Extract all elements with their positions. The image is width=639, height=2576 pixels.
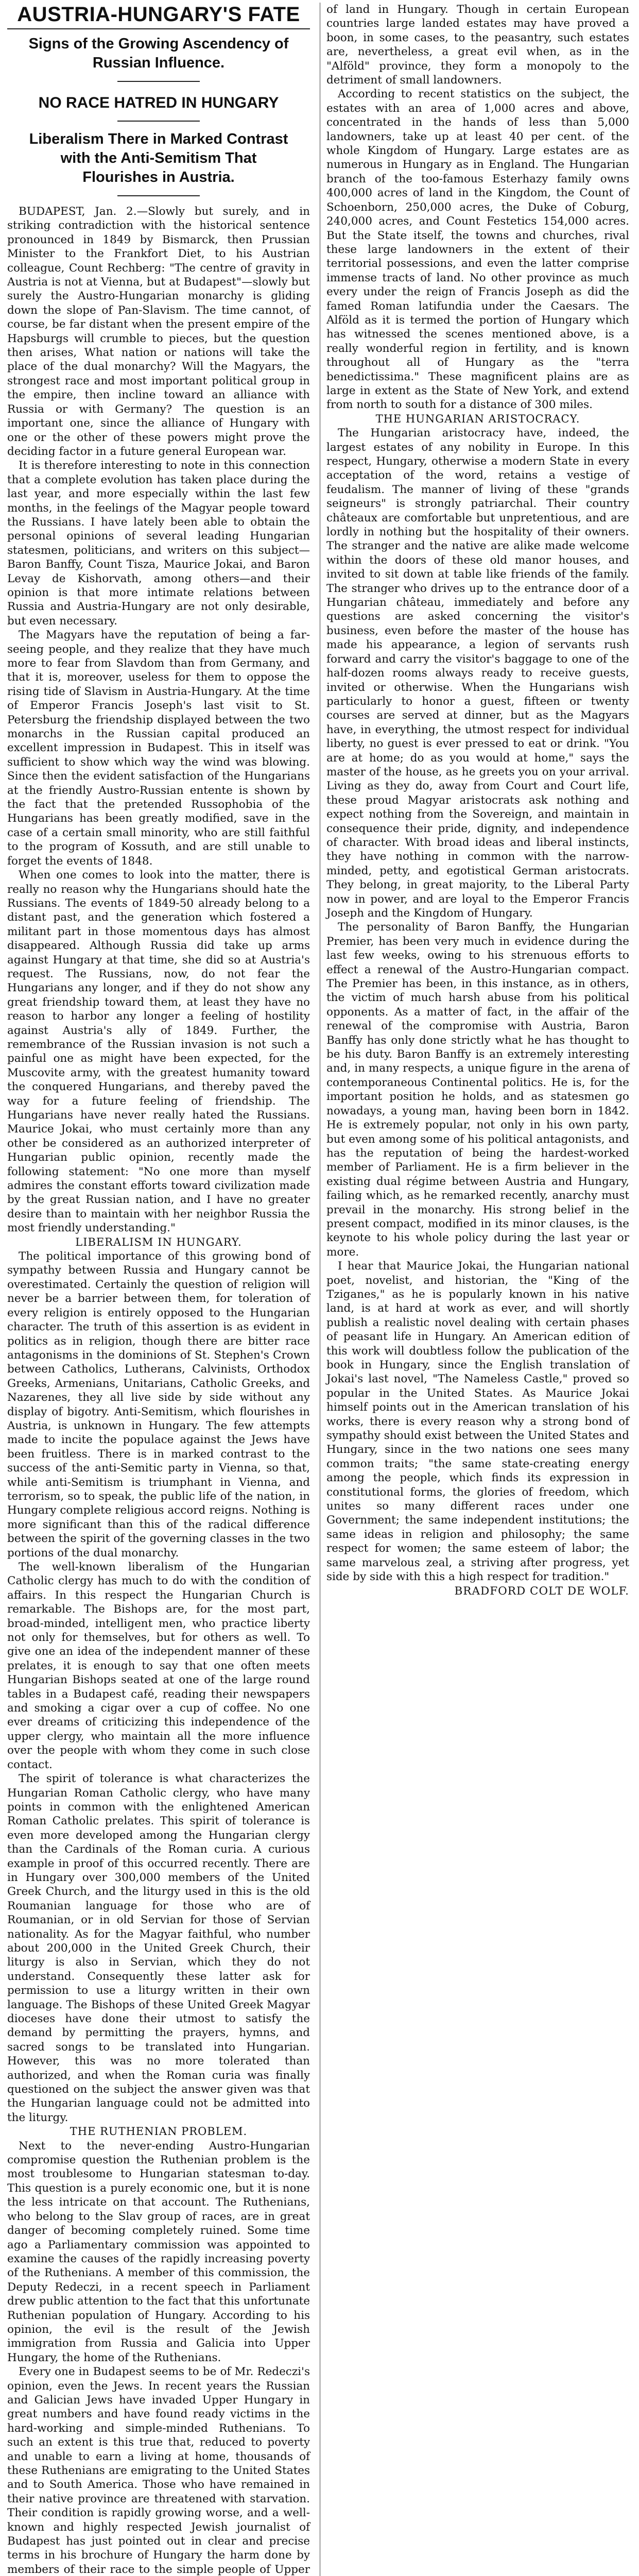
article-headline: AUSTRIA-HUNGARY'S FATE [7, 3, 310, 29]
article-paragraph: The spirit of tolerance is what characterizes the Hungarian Roman Catholic clergy, who have many points in common with the enlightened American Roman Catholic prelates. This spirit of tolerance is even more developed among the Hungarian clergy than the Cardinals of the Roman curia. A curious example in proof of this occurred recently. There are in Hungary over 300,000 members of the United Greek Church, and the liturgy used in this is the old Roumanian language for those who are of Roumanian, or in old Servian for those of Servian nationality. As for the Magyar faithful, who number about 200,000 in the United Greek Church, their liturgy is also in Servian, which they do not understand. Consequently these latter ask for permission to use a liturgy written in their own language. The Bishops of these United Greek Magyar dioceses have done their utmost to satisfy the demand by permitting the prayers, hymns, and sacred songs to be translated into Hungarian. However, this was no more tolerated than authorized, and when the Roman curia was finally questioned on the subject the answer given was that the Hungarian language could not be admitted into the liturgy. [7, 1772, 310, 2124]
deck-divider-2 [117, 121, 200, 122]
article-paragraph: The political importance of this growing bond of sympathy between Russia and Hungary cannot be overestimated. Certainly the question of religion will never be a barrier between them, for toleration of every religion is entirely opposed to the Hungarian character. The truth of this assertion is as evident in politics as in religion, though there are bitter race antagonisms in the dominions of St. Stephen's Crown between Catholics, Lutherans, Calvinists, Orthodox Greeks, Armenians, Unitarians, Catholic Greeks, and Nazarenes, they all live side by side without any display of bigotry. Anti-Semitism, which flourishes in Austria, is unknown in Hungary. The few attempts made to incite the populace against the Jews have been fruitless. There is in marked contrast to the success of the anti-Semitic party in Vienna, so that, while anti-Semitism is triumphant in Vienna, and terrorism, so to speak, the public life of the nation, in Hungary complete religious accord reigns. Nothing is more significant than this of the radical difference between the spirit of the governing classes in the two portions of the dual monarchy. [7, 1250, 310, 1560]
deck-divider-1 [117, 81, 200, 82]
article-paragraph: The Magyars have the reputation of being a far-seeing people, and they realize that they have much more to fear from Slavdom than from Germany, and that it is, moreover, useless for them to oppose the rising tide of Slavism in Austria-Hungary. At the time of Emperor Francis Joseph's last visit to St. Petersburg the friendship displayed between the two monarchs in the Russian capital produced an excellent impression in Budapest. This in itself was sufficient to show which way the wind was blowing. Since then the evident satisfaction of the Hungarians at the friendly Austro-Russian entente is shown by the fact that the pretended Russophobia of the Hungarians has been greatly modified, save in the case of a certain small minority, who are still faithful to the program of Kossuth, and are still unable to forget the events of 1848. [7, 629, 310, 868]
right-column [326, 3, 629, 1598]
section-heading-liberalism: LIBERALISM IN HUNGARY. [75, 1235, 242, 1248]
article-paragraph: I hear that Maurice Jokai, the Hungarian national poet, novelist, and historian, the "King of the Tziganes," as he is popularly known in his native land, is at hard at work as ever, and will shortly publish a realistic novel dealing with certain phases of peasant life in Hungary. An American edition of this work will doubtless follow the publication of the book in Hungary, since the English translation of Jokai's last novel, "The Nameless Castle," proved so popular in the United States. As Maurice Jokai himself points out in the American translation of his works, there is every reason why a strong bond of sympathy should exist between the United States and Hungary, since in the two nations one sees many common traits; "the same state-creating energy among the people, which finds its expression in constitutional forms, the glories of freedom, which unites so many different races under one Government; the same independent institutions; the same ideas in religion and philosophy; the same respect for women; the same esteem of labor; the same marvelous zeal, a striving after progress, yet side by side with this a high respect for tradition." [326, 1260, 629, 1584]
dateline: BUDAPEST, Jan. 2. [19, 205, 137, 218]
left-column [7, 3, 310, 2576]
article-paragraph: The Hungarian aristocracy have, indeed, the largest estates of any nobility in Europe. In this respect, Hungary, otherwise a modern State in every acceptation of the word, retains a vestige of feudalism. The manner of living of these "grands seigneurs" is strongly patriarchal. Their country châteaux are comfortable but unpretentious, and are lordly in nothing but the hospitality of their owners. The stranger and the native are alike made welcome within the doors of these old manor houses, and invited to sit down at table like friends of the family. The stranger who drives up to the entrance door of a Hungarian château, immediately and before any questions are asked concerning the visitor's business, even before the master of the house has made his appearance, a legion of servants rush forward and carry the visitor's baggage to one of the half-dozen rooms always ready to receive guests, invited or otherwise. When the Hungarians wish particularly to honor a guest, fifteen or twenty courses are served at dinner, but as the Magyars have, in everything, the utmost respect for individual liberty, no guest is ever pressed to eat or drink. "You are at home; do as you would at home," says the master of the house, as he greets you on your arrival. Living as they do, away from Court and Court life, these proud Magyar aristocrats ask nothing and expect nothing from the Sovereign, and maintain in consequence their pride, dignity, and independence of character. With broad ideas and liberal instincts, they have nothing in common with the narrow-minded, petty, and egotistical German aristocrats. They belong, in great majority, to the Liberal Party now in power, and are loyal to the Emperor Francis Joseph and the Kingdom of Hungary. [326, 427, 629, 920]
article-paragraph: According to recent statistics on the subject, the estates with an area of 1,000 acres and above, concentrated in the hands of less than 5,000 landowners, take up at least 40 per cent. of the whole Kingdom of Hungary. Large estates are as numerous in Hungary as in England. The Hungarian branch of the too-famous Esterhazy family owns 400,000 acres of land in the Kingdom, the Count of Schoenborn, 250,000 acres, the Duke of Coburg, 240,000 acres, and Count Festetics 154,000 acres. But the State itself, the towns and churches, rival these large landowners in the extent of their territorial possessions, and even the latter comprise immense tracts of land. No other province as much every under the reign of Francis Joseph as did the famed Roman latifundia under the Caesars. The Alföld as it is termed the portion of Hungary which has witnessed the scenes mentioned above, is a really wonderful region in fertility, and is known throughout all of Hungary as the "terra benedictissima." These magnificent plains are as large in extent as the State of New York, and extend from north to south for a distance of 300 miles. [326, 88, 629, 412]
article-paragraph: Every one in Budapest seems to be of Mr. Redeczi's opinion, even the Jews. In recent years the Russian and Galician Jews have invaded Upper Hungary in great numbers and have found ready victims in the hard-working and simple-minded Ruthenians. To such an extent is this true that, reduced to poverty and unable to earn a living at home, thousands of these Ruthenians are emigrating to the United States and to South America. Those who have remained in their native province are threatened with starvation. Their condition is rapidly growing worse, and a well-known and highly respected Jewish journalist of Budapest has just pointed out in clear and precise terms in his brochure of Hungary the harm done by members of their race to the simple people of Upper [7, 2365, 310, 2576]
section-heading-ruthenian: THE RUTHENIAN PROBLEM. [70, 2125, 248, 2138]
article-deck-2: NO RACE HATRED IN HUNGARY [38, 94, 279, 111]
article-deck-3: Liberalism There in Marked Contrast with the Anti-Semitism That Flourishes in Austria. [29, 131, 288, 185]
paragraph-text: —Slowly but surely, and in striking contradiction with the historical sentence pronounced in 1849 by Bismarck, then Prussian Minister to the Frankfort Diet, to his Austrian colleague, Count Rechberg: "The centre of gravity in Austria is not at Vienna, but at Budapest"—slowly but surely the Austro-Hungarian monarchy is gliding down the slope of Pan-Slavism. The time cannot, of course, be far distant when the present empire of the Hapsburgs will crumble to pieces, but the question then arises, What nation or nations will take the place of the dual monarchy? Will the Magyars, the strongest race and most important political group in the empire, then incline toward an alliance with Russia or with Germany? The question is an important one, since the alliance of Hungary with one or the other of these powers might prove the deciding factor in a future general European war. [7, 205, 310, 458]
author-signature: BRADFORD COLT DE WOLF. [454, 1584, 629, 1598]
section-heading-aristocracy: THE HUNGARIAN ARISTOCRACY. [375, 412, 580, 425]
article-paragraph: When one comes to look into the matter, there is really no reason why the Hungarians should hate the Russians. The events of 1849-50 already belong to a distant past, and the generation which fostered a militant part in those momentous days has almost disappeared. Although Russia did take up arms against Hungary at that time, she did so at Austria's request. The Russians, now, do not fear the Hungarians any longer, and if they do not show any great friendship toward them, at least they have no reason to harbor any longer a feeling of hostility against Austria's ally of 1849. Further, the remembrance of the Russian invasion is not such a painful one as might have been expected, for the Muscovite army, with the greatest humanity toward the conquered Hungarians, and thereby paved the way for a future feeling of friendship. The Hungarians have never really hated the Russians. Maurice Jokai, who must certainly more than any other be considered as an authorized interpreter of Hungarian public opinion, recently made the following statement: "No one more than myself admires the constant efforts toward civilization made by the great Russian nation, and I have no greater desire than to maintain with her neighbor Russia the most friendly understanding." [7, 869, 310, 1235]
article-paragraph [7, 205, 310, 459]
deck-divider-3 [117, 195, 200, 196]
article-paragraph: The personality of Baron Banffy, the Hungarian Premier, has been very much in evidence during the last few weeks, owing to his strenuous efforts to effect a renewal of the Austro-Hungarian compact. The Premier has been, in this instance, as in others, the victim of much harsh abuse from his political opponents. As a matter of fact, in the affair of the renewal of the compromise with Austria, Baron Banffy has only done strictly what he has thought to be his duty. Baron Banffy is an extremely interesting and, in many respects, a unique figure in the arena of contemporaneous Continental politics. He is, for the important position he holds, and as statesmen go nowadays, a young man, having been born in 1842. He is extremely popular, not only in his own party, but even among some of his political antagonists, and has the reputation of being the hardest-worked member of Parliament. He is a firm believer in the existing dual régime between Austria and Hungary, failing which, as he remarked recently, anarchy must prevail in the monarchy. His strong belief in the present compact, modified in its minor clauses, is the keynote to his whole policy during the last year or more. [326, 921, 629, 1259]
article-paragraph: Next to the never-ending Austro-Hungarian compromise question the Ruthenian problem is the most troublesome to Hungarian statesman to-day. This question is a purely economic one, but it is none the less intricate on that account. The Ruthenians, who belong to the Slav group of races, are in great danger of becoming completely ruined. Some time ago a Parliamentary commission was appointed to examine the causes of the rapidly increasing poverty of the Ruthenians. A member of this commission, the Deputy Redeczi, in a recent speech in Parliament drew public attention to the fact that this unfortunate Ruthenian population of Hungary. According to his opinion, the evil is the result of the Jewish immigration from Russia and Galicia into Upper Hungary, the home of the Ruthenians. [7, 2139, 310, 2364]
article-paragraph: of land in Hungary. Though in certain European countries large landed estates may have proved a boon, in some cases, to the peasantry, such estates are, nevertheless, a great evil when, as in the "Alföld" province, they form a monopoly to the detriment of small landowners. [326, 3, 629, 87]
article-paragraph: It is therefore interesting to note in this connection that a complete evolution has taken place during the last year, and more especially within the last few months, in the feelings of the Magyar people toward the Russians. I have lately been able to obtain the personal opinions of several leading Hungarian statesmen, politicians, and writers on this subject—Baron Banffy, Count Tisza, Maurice Jokai, and Baron Levay de Kishorvath, among others—and their opinion is that more intimate relations between Russia and Austria-Hungary are not only desirable, but even necessary. [7, 459, 310, 628]
article-deck-1: Signs of the Growing Ascendency of Russian Influence. [28, 36, 289, 71]
article-paragraph: The well-known liberalism of the Hungarian Catholic clergy has much to do with the condition of affairs. In this respect the Hungarian Church is remarkable. The Bishops are, for the most part, broad-minded, intelligent men, who practice liberty not only for themselves, but for others as well. To give one an idea of the independent manner of these prelates, it is enough to say that one often meets Hungarian Bishops seated at one of the large round tables in a Budapest café, reading their newspapers and smoking a cigar over a cup of coffee. No one ever dreams of criticizing this independence of the upper clergy, who maintain all the more influence over the people with whom they come in such close contact. [7, 1561, 310, 1771]
